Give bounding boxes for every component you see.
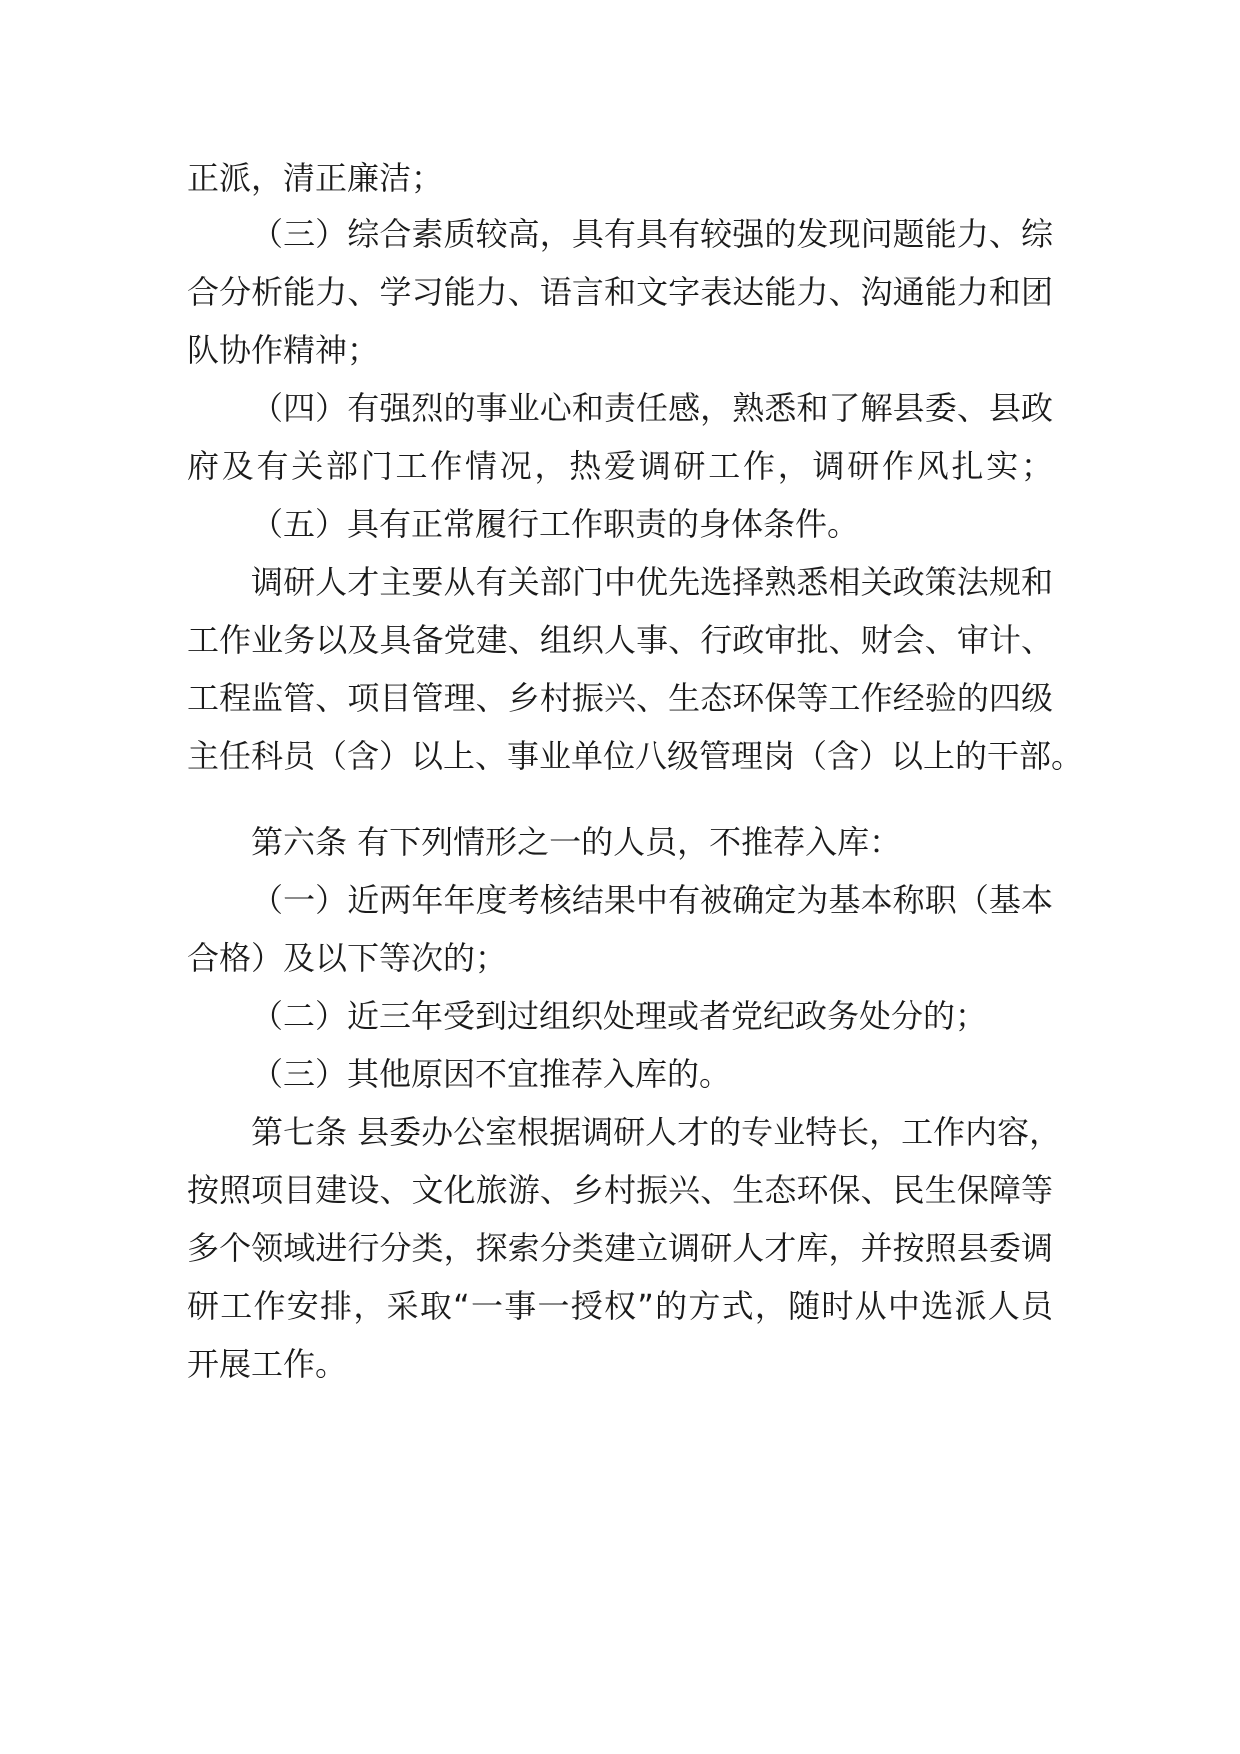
text-line: 开展工作。 (187, 1345, 348, 1383)
text-line: 合格）及以下等次的； (187, 939, 508, 977)
text-line: 府及有关部门工作情况，热爱调研工作，调研作风扎实； (187, 447, 1053, 485)
text-line: （二）近三年受到过组织处理或者党纪政务处分的； (251, 997, 988, 1035)
text-line: 工程监管、项目管理、乡村振兴、生态环保等工作经验的四级 (187, 679, 1053, 717)
text-line: 按照项目建设、文化旅游、乡村振兴、生态环保、民生保障等 (187, 1171, 1053, 1209)
text-line: 正派，清正廉洁； (187, 159, 444, 197)
text-line: 队协作精神； (187, 331, 380, 369)
text-line: 合分析能力、学习能力、语言和文字表达能力、沟通能力和团 (187, 273, 1053, 311)
text-line: 多个领域进行分类，探索分类建立调研人才库，并按照县委调 (187, 1229, 1053, 1267)
text-line: （三）其他原因不宜推荐入库的。 (251, 1055, 732, 1093)
text-line: 工作业务以及具备党建、组织人事、行政审批、财会、审计、 (187, 621, 1053, 659)
text-line: （三）综合素质较高，具有具有较强的发现问题能力、综 (251, 215, 1053, 253)
text-line: （五）具有正常履行工作职责的身体条件。 (251, 505, 860, 543)
text-line: 主任科员（含）以上、事业单位八级管理岗（含）以上的干部。 (187, 737, 1084, 775)
section-heading-article-6: 第六条 有下列情形之一的人员，不推荐入库： (251, 823, 902, 861)
text-line: 调研人才主要从有关部门中优先选择熟悉相关政策法规和 (251, 563, 1053, 601)
text-line: （一）近两年年度考核结果中有被确定为基本称职（基本 (251, 881, 1053, 919)
text-line: （四）有强烈的事业心和责任感，熟悉和了解县委、县政 (251, 389, 1053, 427)
text-line: 研工作安排，采取“一事一授权”的方式，随时从中选派人员 (187, 1287, 1053, 1325)
section-heading-article-7: 第七条 县委办公室根据调研人才的专业特长，工作内容， (251, 1113, 1062, 1151)
